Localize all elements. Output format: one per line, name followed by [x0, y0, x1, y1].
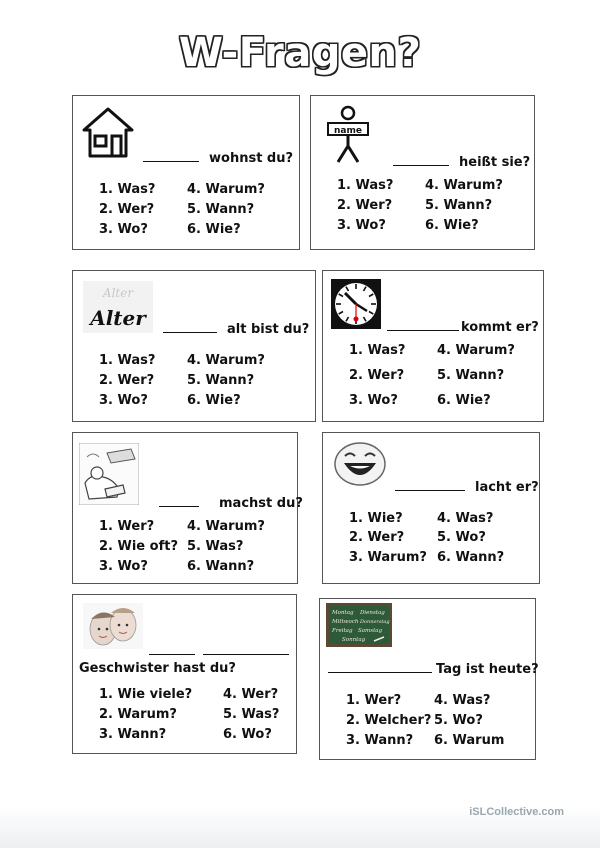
option-item: 6. Wie?: [425, 218, 479, 233]
option-item: 1. Was?: [99, 182, 156, 197]
option-item: 3. Wann?: [346, 733, 414, 748]
option-item: 2. Wer?: [349, 368, 405, 383]
svg-text:Mittwoch: Mittwoch: [332, 619, 359, 625]
option-item: 2. Wer?: [337, 198, 393, 213]
option-item: 5. Wann?: [437, 368, 505, 383]
exercise-card: [72, 594, 297, 754]
option-item: 2. Wer?: [99, 373, 155, 388]
page-title: W-Fragen?: [178, 30, 422, 76]
exercise-card: [322, 432, 540, 584]
answer-blank[interactable]: [143, 148, 199, 162]
svg-text:name: name: [334, 126, 362, 136]
option-item: 6. Warum: [434, 733, 505, 748]
option-item: 1. Was?: [337, 178, 394, 193]
option-item: 4. Was?: [434, 693, 491, 708]
exercise-card: [310, 95, 535, 250]
option-item: 3. Warum?: [349, 550, 427, 565]
option-item: 3. Wo?: [99, 559, 148, 574]
option-item: 4. Wer?: [223, 687, 279, 702]
svg-text:Montag: Montag: [332, 610, 354, 616]
option-item: 3. Wann?: [99, 727, 167, 742]
option-item: 2. Warum?: [99, 707, 177, 722]
option-item: 4. Warum?: [187, 182, 265, 197]
alter-word-icon: [83, 281, 153, 333]
house-icon: [81, 106, 135, 160]
option-item: 3. Wo?: [337, 218, 386, 233]
question-prompt: wohnst du?: [143, 148, 293, 166]
option-item: 4. Was?: [437, 511, 494, 526]
option-item: 5. Wann?: [187, 202, 255, 217]
question-prompt: machst du?: [159, 493, 303, 511]
answer-blank[interactable]: [159, 493, 199, 507]
option-item: 1. Was?: [349, 343, 406, 358]
svg-text:Donnerstag: Donnerstag: [360, 619, 390, 625]
clock-icon: [331, 279, 381, 329]
siblings-photo-icon: [83, 603, 143, 649]
answer-blank[interactable]: [387, 317, 459, 331]
option-item: 4. Warum?: [187, 519, 265, 534]
option-item: 5. Wann?: [187, 373, 255, 388]
option-item: 2. Welcher?: [346, 713, 432, 728]
option-item: 1. Wie?: [349, 511, 403, 526]
option-item: 6. Wie?: [187, 393, 241, 408]
exercise-card: [319, 598, 539, 760]
option-item: 6. Wie?: [187, 222, 241, 237]
svg-text:Sonntag: Sonntag: [342, 637, 366, 643]
answer-blank[interactable]: [149, 641, 195, 655]
option-item: 2. Wer?: [99, 202, 155, 217]
laughing-face-icon: [333, 441, 387, 487]
option-item: 1. Was?: [99, 353, 156, 368]
option-item: 1. Wie viele?: [99, 687, 193, 702]
exercise-card: [72, 95, 300, 250]
svg-text:Dienstag: Dienstag: [360, 610, 385, 616]
child-reading-icon: [79, 443, 139, 505]
svg-text:Alter: Alter: [90, 306, 146, 330]
chalkboard-weekdays-icon: [326, 603, 392, 647]
question-prompt: kommt er?: [387, 317, 539, 335]
option-item: 2. Wie oft?: [99, 539, 178, 554]
answer-blank[interactable]: [163, 319, 217, 333]
name-sign-person-icon: [325, 104, 371, 166]
question-prompt: heißt sie?: [393, 152, 530, 170]
option-item: 5. Was?: [187, 539, 244, 554]
option-item: 4. Warum?: [437, 343, 515, 358]
question-prompt: Geschwister hast du?: [79, 661, 236, 676]
site-watermark: iSLCollective.com: [469, 806, 564, 818]
option-item: 3. Wo?: [99, 222, 148, 237]
option-item: 6. Wo?: [223, 727, 272, 742]
svg-text:Samstag: Samstag: [358, 628, 383, 634]
svg-text:Alter: Alter: [102, 286, 134, 300]
exercise-card: [72, 270, 316, 422]
option-item: 5. Was?: [223, 707, 280, 722]
option-item: 6. Wie?: [437, 393, 491, 408]
option-item: 5. Wo?: [437, 530, 486, 545]
option-item: 5. Wann?: [425, 198, 493, 213]
answer-blank[interactable]: [393, 152, 449, 166]
option-item: 2. Wer?: [349, 530, 405, 545]
option-item: 3. Wo?: [349, 393, 398, 408]
option-item: 1. Wer?: [99, 519, 155, 534]
answer-blank[interactable]: [328, 659, 432, 673]
question-prompt: Tag ist heute?: [328, 659, 539, 677]
svg-text:Freitag: Freitag: [332, 628, 353, 634]
answer-blank[interactable]: [203, 641, 289, 655]
option-item: 6. Wann?: [187, 559, 255, 574]
exercise-card: [322, 270, 544, 422]
question-prompt: lacht er?: [395, 477, 539, 495]
option-item: 6. Wann?: [437, 550, 505, 565]
option-item: 4. Warum?: [425, 178, 503, 193]
exercise-card: [72, 432, 303, 584]
option-item: 3. Wo?: [99, 393, 148, 408]
option-item: 1. Wer?: [346, 693, 402, 708]
option-item: 5. Wo?: [434, 713, 483, 728]
question-prompt: [149, 641, 289, 659]
question-prompt: alt bist du?: [163, 319, 309, 337]
option-item: 4. Warum?: [187, 353, 265, 368]
answer-blank[interactable]: [395, 477, 465, 491]
